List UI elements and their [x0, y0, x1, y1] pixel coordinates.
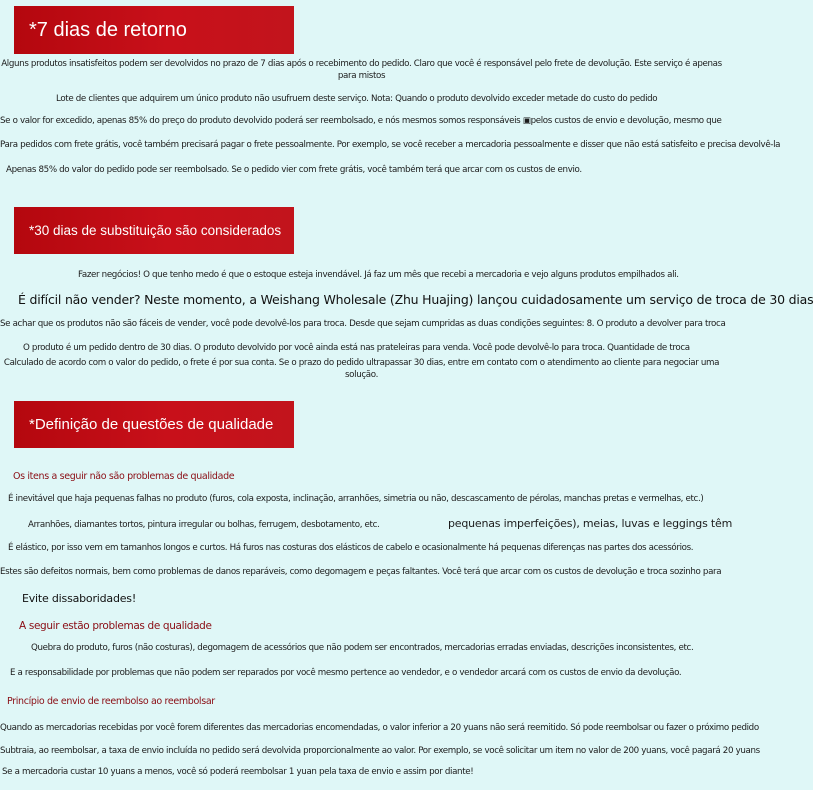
paragraph-line: Fazer negócios! O que tenho medo é que o estoque esteja invendável. Já faz um mês que recebi a mercadoria e vejo alguns produtos empilhados ali.	[78, 270, 679, 280]
section-title-30-day-exchange	[14, 207, 294, 254]
paragraph-line: Quebra do produto, furos (não costuras), degomagem de acessórios que não podem ser encontrados, mercadorias erradas enviadas, descrições inconsistentes, etc.	[31, 643, 694, 653]
paragraph-line: Se a mercadoria custar 10 yuans a menos, você só poderá reembolsar 1 yuan pela taxa de envio e assim por diante!	[2, 767, 474, 777]
paragraph-line: Lote de clientes que adquirem um único produto não usufruem deste serviço. Nota: Quando o produto devolvido exceder metade do custo do pedido	[56, 94, 658, 104]
paragraph-line: Se o valor for excedido, apenas 85% do preço do produto devolvido poderá ser reembolsado, e nós mesmos somos responsáveis ▣pelos custos de envio e devolução, mesmo que	[0, 116, 722, 126]
section-title-quality-definition	[14, 401, 294, 448]
paragraph-line: Estes são defeitos normais, bem como problemas de danos reparáveis, como degomagem e peças faltantes. Você terá que arcar com os custos de devolução e troca sozinho para	[0, 567, 722, 577]
paragraph-line: Evite dissaboridades!	[22, 592, 137, 605]
paragraph-line: Para pedidos com frete grátis, você também precisará pagar o frete pessoalmente. Por exemplo, se você receber a mercadoria pessoalmente e disser que não está satisfeito e precisa devolvê-la	[0, 140, 781, 150]
section-title-7-day-return	[14, 6, 294, 54]
section-title-text: *7 dias de retorno	[29, 18, 187, 41]
subheading-quality-problems: A seguir estão problemas de qualidade	[19, 620, 212, 632]
paragraph-line: Subtraia, ao reembolsar, a taxa de envio incluída no pedido será devolvida proporcionalmente ao valor. Por exemplo, se você solicitar um item no valor de 200 yuans, você pagará 20 yuans	[0, 746, 760, 756]
paragraph-line: É inevitável que haja pequenas falhas no produto (furos, cola exposta, inclinação, arranhões, simetria ou não, descascamento de pérolas, manchas pretas e vermelhas, etc.)	[8, 494, 704, 504]
paragraph-line: Calculado de acordo com o valor do pedido, o frete é por sua conta. Se o prazo do pedido ultrapassar 30 dias, entre em contato com o atendimento ao cliente para negociar uma solução.	[3, 358, 720, 380]
section-title-text: *Definição de questões de qualidade	[29, 416, 274, 433]
subheading-refund-shipping: Princípio de envio de reembolso ao reembolsar	[7, 696, 215, 707]
paragraph-line: Se achar que os produtos não são fáceis de vender, você pode devolvê-los para troca. Desde que sejam cumpridas as duas condições seguintes: 8. O produto a devolver para troca	[0, 319, 726, 329]
paragraph-line: Arranhões, diamantes tortos, pintura irregular ou bolhas, ferrugem, desbotamento, etc.	[28, 520, 380, 530]
paragraph-line: É difícil não vender? Neste momento, a Weishang Wholesale (Zhu Huajing) lançou cuidadosamente um serviço de troca de 30 dias	[18, 292, 813, 307]
paragraph-line: O produto é um pedido dentro de 30 dias. O produto devolvido por você ainda está nas prateleiras para venda. Você pode devolvê-lo para troca. Quantidade de troca	[23, 343, 690, 353]
paragraph-line: pequenas imperfeições), meias, luvas e leggings têm	[448, 517, 733, 530]
paragraph-line: É elástico, por isso vem em tamanhos longos e curtos. Há furos nas costuras dos elásticos de cabelo e ocasionalmente há pequenas diferenças nas partes dos acessórios.	[8, 543, 694, 553]
paragraph-line: Alguns produtos insatisfeitos podem ser devolvidos no prazo de 7 dias após o recebimento do pedido. Claro que você é responsável pelo frete de devolução. Este serviço é apenas para mistos	[1, 59, 722, 81]
paragraph-line: E a responsabilidade por problemas que não podem ser reparados por você mesmo pertence ao vendedor, e o vendedor arcará com os custos de envio da devolução.	[10, 668, 682, 678]
section-title-text: *30 dias de substituição são considerados	[29, 223, 282, 238]
paragraph-line: Quando as mercadorias recebidas por você forem diferentes das mercadorias encomendadas, o valor inferior a 20 yuans não será reemitido. Só pode reembolsar ou fazer o próximo pedido	[0, 723, 759, 733]
subheading-not-quality-problems: Os itens a seguir não são problemas de qualidade	[13, 471, 235, 482]
paragraph-line: Apenas 85% do valor do pedido pode ser reembolsado. Se o pedido vier com frete grátis, você também terá que arcar com os custos de envio.	[6, 165, 582, 175]
